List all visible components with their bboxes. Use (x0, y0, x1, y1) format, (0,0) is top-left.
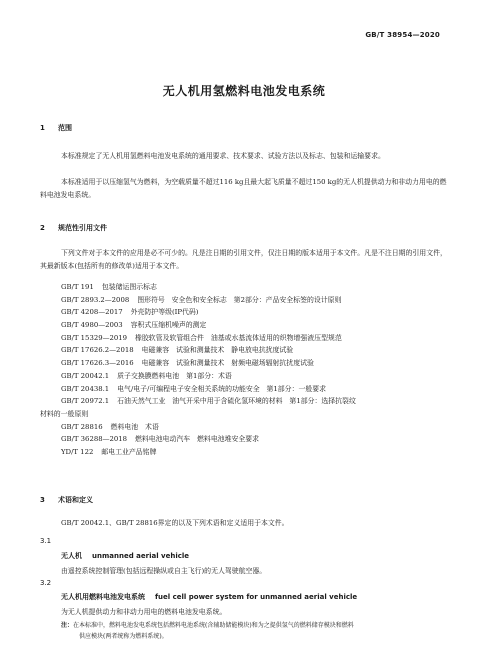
reference-item: GB/T 2893.2—2008 图形符号 安全色和安全标志 第2部分：产品安全标签的设计原则 (61, 295, 342, 304)
document-title: 无人机用氢燃料电池发电系统 (162, 84, 326, 98)
term-definition: 由遥控系统控制管理(包括远程操纵或自主飞行)的无人驾驶航空器。 (61, 567, 267, 575)
section-title: 范围 (58, 124, 72, 132)
term-definition: 为无人机提供动力和非动力用电的燃料电池发电系统。 (61, 608, 227, 616)
term-number: 3.1 (40, 537, 52, 545)
section-1-heading (40, 123, 72, 133)
normative-references-list (40, 281, 452, 459)
note-text-line2: 供应模块(两者统称为燃料系统)。 (79, 633, 168, 640)
section-title: 术语和定义 (58, 496, 93, 504)
standard-code: GB/T 38954—2020 (365, 31, 440, 39)
reference-item: YD/T 122 邮电工业产品铭牌 (61, 447, 157, 456)
term-chinese: 无人机 (61, 552, 82, 560)
section-1-paragraph-2: 本标准适用于以压缩氢气为燃料，为空载质量不超过116 kg且最大起飞质量不超过150 kg的无人机提供动力和非动力用电的燃料电池发电系统。 (40, 178, 447, 199)
section-1-paragraph-1: 本标准规定了无人机用氢燃料电池发电系统的通用要求、技术要求、试验方法以及标志、包装和运输要求。 (61, 152, 385, 160)
reference-item: GB/T 4208—2017 外壳防护等级(IP代码) (61, 308, 199, 317)
reference-item: GB/T 20972.1 石油天然气工业 油气开采中用于含硫化氢环境的材料 第1部分：选择抗裂纹 (61, 397, 356, 406)
term-chinese: 无人机用燃料电池发电系统 (61, 593, 145, 601)
reference-item: GB/T 191 包装储运图示标志 (61, 283, 157, 291)
reference-item: GB/T 17626.3—2016 电磁兼容 试验和测量技术 射频电磁场辐射抗扰度试验 (61, 359, 314, 368)
section-number: 3 (40, 496, 45, 504)
section-2-intro: 下列文件对于本文件的应用是必不可少的。凡是注日期的引用文件，仅注日期的版本适用于本文件。凡是不注日期的引用文件，其最新版本(包括所有的修改单)适用于本文件。 (40, 249, 447, 270)
section-3-intro: GB/T 20042.1、GB/T 28816界定的以及下列术语和定义适用于本文件。 (61, 519, 289, 527)
reference-item: GB/T 20042.1 质子交换膜燃料电池 第1部分：术语 (61, 371, 232, 380)
term-heading (61, 592, 357, 602)
reference-item: GB/T 15329—2019 橡胶软管及软管组合件 油基或水基流体适用的织物增强液压型规范 (61, 333, 342, 342)
term-number: 3.2 (40, 579, 52, 587)
note-text-line1: 在本标准中，燃料电池发电系统包括燃料电池系统(含辅助储能模块)和为之提供氢气的燃料储存模块和燃料 (73, 622, 354, 629)
reference-item: GB/T 28816 燃料电池 术语 (61, 422, 159, 431)
reference-item: GB/T 17626.2—2018 电磁兼容 试验和测量技术 静电放电抗扰度试验 (61, 346, 294, 355)
section-number: 1 (40, 124, 45, 132)
section-3-heading (40, 495, 93, 505)
term-english: fuel cell power system for unmanned aerial vehicle (155, 593, 358, 601)
reference-item: GB/T 20438.1 电气/电子/可编程电子安全相关系统的功能安全 第1部分：一般要求 (61, 384, 327, 393)
note-label: 注： (61, 622, 74, 629)
section-2-heading (40, 223, 107, 233)
term-english: unmanned aerial vehicle (92, 552, 190, 560)
reference-item: GB/T 4980—2003 容积式压缩机噪声的测定 (61, 321, 207, 330)
term-heading (61, 551, 189, 561)
reference-item-continuation: 材料的一般原则 (40, 409, 89, 418)
reference-item: GB/T 36288—2018 燃料电池电动汽车 燃料电池堆安全要求 (61, 435, 260, 444)
section-number: 2 (40, 224, 45, 232)
section-title: 规范性引用文件 (58, 224, 107, 232)
term-note (61, 620, 449, 642)
